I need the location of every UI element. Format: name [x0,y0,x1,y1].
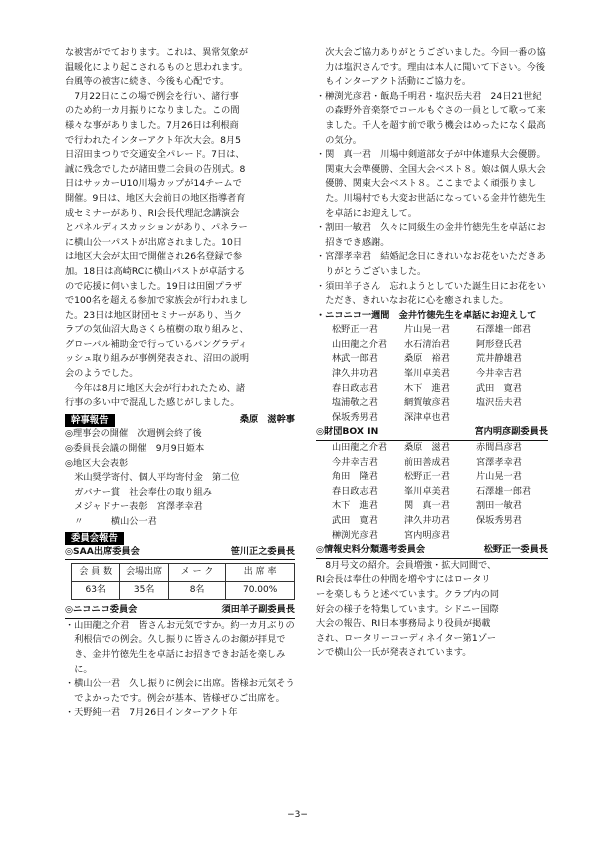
member-name: 保坂秀男君 [476,515,522,526]
table-header-cell: 会場出席 [120,564,168,582]
award-line: 〃 横山公一君 [74,516,157,527]
member-name: 荒井静雄君 [476,353,522,365]
member-name: 阿形登氏君 [476,338,522,350]
joho-chair: 松野正一委員長 [483,544,548,556]
table-cell: 35名 [120,582,168,600]
text-line: のため約一カ月振りになりました。この間 [65,105,240,117]
secretary-name: 桑原 滋幹事 [239,413,295,425]
text-line: 成セミナーがあり、RI会長代理記念講演会 [65,207,240,219]
member-name: 武田 寛君 [476,382,522,394]
member-name: 角田 隆君 [332,471,378,483]
niko-title: ◎ニコニコ委員会 [65,604,138,616]
section-badge: 委員会報告 [65,532,124,545]
text-line: ッシュ取り組みが事例発表され、沼田の説明 [65,353,250,365]
box-title: ◎財団BOX IN [316,426,379,438]
table-row [72,582,295,600]
member-name: 峯川卓美君 [404,368,450,380]
text-line: な被害がでております。これは、異常気象が [65,47,249,58]
member-name: 峯川卓美君 [404,485,450,497]
text-line: 会のようでした。 [65,368,139,380]
member-name: 松野正一君 [332,324,378,336]
president-report-paragraph [65,90,295,382]
member-name: 春日政志君 [332,382,378,394]
member-name: 塩沢岳夫君 [476,397,522,409]
member-name: 桑原 滋君 [404,442,450,454]
member-name [476,411,548,426]
member-name: 水石清治君 [404,338,450,350]
text-line: ので応援に伺いました。19日は田園プラザ [65,280,243,292]
right-column [316,46,548,661]
text-line: 加。18日は高崎RCに横山パストが卓話する [65,265,246,277]
committee-report-header [65,532,295,545]
text-line: 大会の報告、RI日本事務局より役員が掲載 [316,618,491,630]
text-line: とパネルディスカッションがあり、パネラー [65,222,248,234]
text-line: 行事の多い中で混乱した感じがしました。 [65,397,240,409]
member-name: 津久井功君 [332,368,378,380]
text-line: ーを楽しもうと述べています。クラブ内の同 [316,588,500,600]
text-line: 温暖化により起こされるものと思われます。 [65,61,249,73]
text-line: 誠に残念でしたが諸田豊二会員の告別式。8 [65,163,246,175]
member-name: 木下 進君 [332,500,378,512]
niko-comment: ・横山公一君 久し振りに例会に出席。皆様お元気そうでよかったです。例会が基本、皆様ぜひご出席を。 [65,678,295,704]
member-name [476,529,548,544]
member-name: 武田 寛君 [332,515,378,526]
member-name: 前田善成君 [404,456,450,468]
secretary-item: ◎委員長会議の開催 9月9日姫本 [65,443,205,455]
text-line: 日沼田まつりで交通安全パレード。7日は、 [65,149,245,161]
table-header-cell: メ ー ク [168,564,225,582]
niko-comment: ・関 真一君 川場中剣道部女子が中体連県大会優勝。関東大会準優勝、全国大会ベスト８。娘は個人県大会優勝、関東大会ベスト８。ここまでよく頑張りました。川場村でも大変お世話になっている金井竹徳先生を卓話にお迎えして。 [316,149,546,219]
member-name: 片山晃一君 [476,471,522,483]
niko-comment: ・天野純一君 7月26日インターアクト年 [65,707,238,719]
text-line: に横山公一パストが出席されました。10日 [65,236,243,248]
table-header-cell: 出 席 率 [226,564,295,582]
member-name: 山田龍之介君 [332,442,388,454]
text-line: 8月号文の紹介。会員増強・拡大同間で、 [325,559,497,571]
text-line: で行われたインターアクト年次大会。8月5 [65,134,241,146]
member-name: 林武一郎君 [332,353,378,365]
member-name: 今井幸吉君 [476,368,522,380]
member-name: 榊渕光彦君 [332,529,378,541]
niko-comment: ・割田一敏君 久々に同級生の金井竹徳先生を卓話にお招きでき感謝。 [316,222,546,248]
text-line: RI会長は奉仕の仲間を増やすにはロータリ [316,574,491,586]
niko-comment: ・須田羊子さん 忘れようとしていた誕生日にお花をいただき、きれいなお花に心を癒されました。 [316,280,546,307]
award-line: メジャドナー表彰 宮澤孝幸君 [74,501,203,513]
text-line: は地区大会が太田で開催され26名登録で参 [65,251,243,263]
member-name: 木下 進君 [404,382,450,394]
text-line: ラブの気仙沼大島さくら植樹の取り組みと、 [65,324,249,336]
niko-names-grid [316,323,548,425]
table-header-cell: 会 員 数 [72,564,120,582]
member-name: 石澤雄一郎君 [476,485,532,497]
member-name: 片山晃一君 [404,324,450,336]
foundation-box-heading [316,425,548,441]
member-name: 赤間昌彦君 [476,442,522,454]
member-name: 今井幸吉君 [332,456,378,468]
member-name: 網賀敏彦君 [404,397,450,409]
page-number: −3− [287,810,308,820]
table-cell: 70.00% [226,582,295,600]
table-cell: 8名 [168,582,225,600]
text-line: 様々な事がありました。7月26日は利根商 [65,119,239,131]
intro-paragraph [65,46,295,90]
member-name: 保坂秀男君 [332,411,378,423]
niko-chair: 須田羊子副委員長 [221,604,295,616]
member-name: 石澤雄一郎君 [476,324,532,336]
section-badge: 幹事報告 [65,414,115,427]
member-name: 山田龍之介君 [332,338,388,350]
text-line: 台風等の被害に続き、今後も心配です。 [65,76,230,88]
saa-title: ◎SAA出席委員会 [65,545,140,557]
member-name: 桑原 裕君 [404,353,450,365]
member-name: 関 真一君 [404,500,450,512]
closing-paragraph [65,382,295,411]
info-committee-heading [316,543,548,559]
box-chair: 宮内明彦副委員長 [474,426,548,438]
text-line: 開催。9日は、地区大会前日の地区指導者育 [65,192,246,204]
text-line: た。23日は地区財団セミナーがあり、当ク [65,309,243,321]
text-line: 7月22日にこの場で例会を行い、諸行事 [74,90,239,102]
niko-comment: 次大会ご協力ありがとうございました。今回一番の協力は塩沢さんです。理由は本人に聞いて下さい。今後もインターアクト活動にご協力を。 [325,47,546,88]
box-names-grid [316,441,548,543]
text-line: で100名を超える参加で家族会が行われまし [65,295,248,307]
text-line: ンで横山公一氏が発表されています。 [316,647,472,659]
attendance-table [71,563,295,600]
text-line: グローバル補助金で行っているバングラディ [65,338,248,350]
member-name: 宮澤孝幸君 [476,456,522,468]
table-header-row [72,564,295,582]
joho-title: ◎情報史料分類選考委員会 [316,544,426,556]
award-line: 米山奨学寄付、個人平均寄付金 第二位 [74,472,240,484]
text-line: 好会の様子を特集しています。シドニー国際 [316,603,499,615]
award-line: ガバナー賞 社会奉仕の取り組み [74,486,212,498]
niko-comment: ・宮澤孝幸君 結婚記念日にきれいなお花をいただきありがとうございました。 [316,251,546,277]
saa-committee-heading [65,545,295,561]
member-name: 松野正一君 [404,471,450,483]
niko-week-heading: ・ニコニコ一週間 金井竹徳先生を卓話にお迎えして [316,309,537,321]
member-name: 春日政志君 [332,485,378,497]
member-name: 宮内明彦君 [404,529,450,541]
text-line: 日はサッカーU10川場カップが14チームで [65,178,242,190]
member-name: 深津卓也君 [404,411,450,423]
niko-comment: ・山田龍之介君 皆さんお元気ですか。約一カ月ぶりの利根信での例会。久し振りに皆さんのお顔が拝見でき、金井竹徳先生を卓話にお招きできお話を楽しみに。 [65,619,295,675]
niko-committee-heading [65,603,295,619]
text-line: 今年は8月に地区大会が行われたため、諸 [74,382,246,394]
secretary-item: ◎地区大会表彰 [65,457,129,469]
saa-chair: 笹川正之委員長 [230,545,295,557]
secretary-report-header [65,413,295,428]
text-line: され、ロータリーコーディネイター第1ゾー [316,632,497,644]
table-cell: 63名 [72,582,120,600]
member-name: 割田一敏君 [476,500,522,512]
niko-comment: ・榊渕光彦君・飯島千明君・塩沢岳夫君 24日21世紀の森野外音楽祭でコールもぐさの一員として歌って来ました。千人を超す前で歌う機会はめったになく最高の気分。 [316,90,546,146]
secretary-item: ◎理事会の開催 次週例会終了後 [65,428,202,440]
member-name: 塩浦敬之君 [332,397,378,409]
left-column [65,46,295,721]
member-name: 津久井功君 [404,515,450,526]
